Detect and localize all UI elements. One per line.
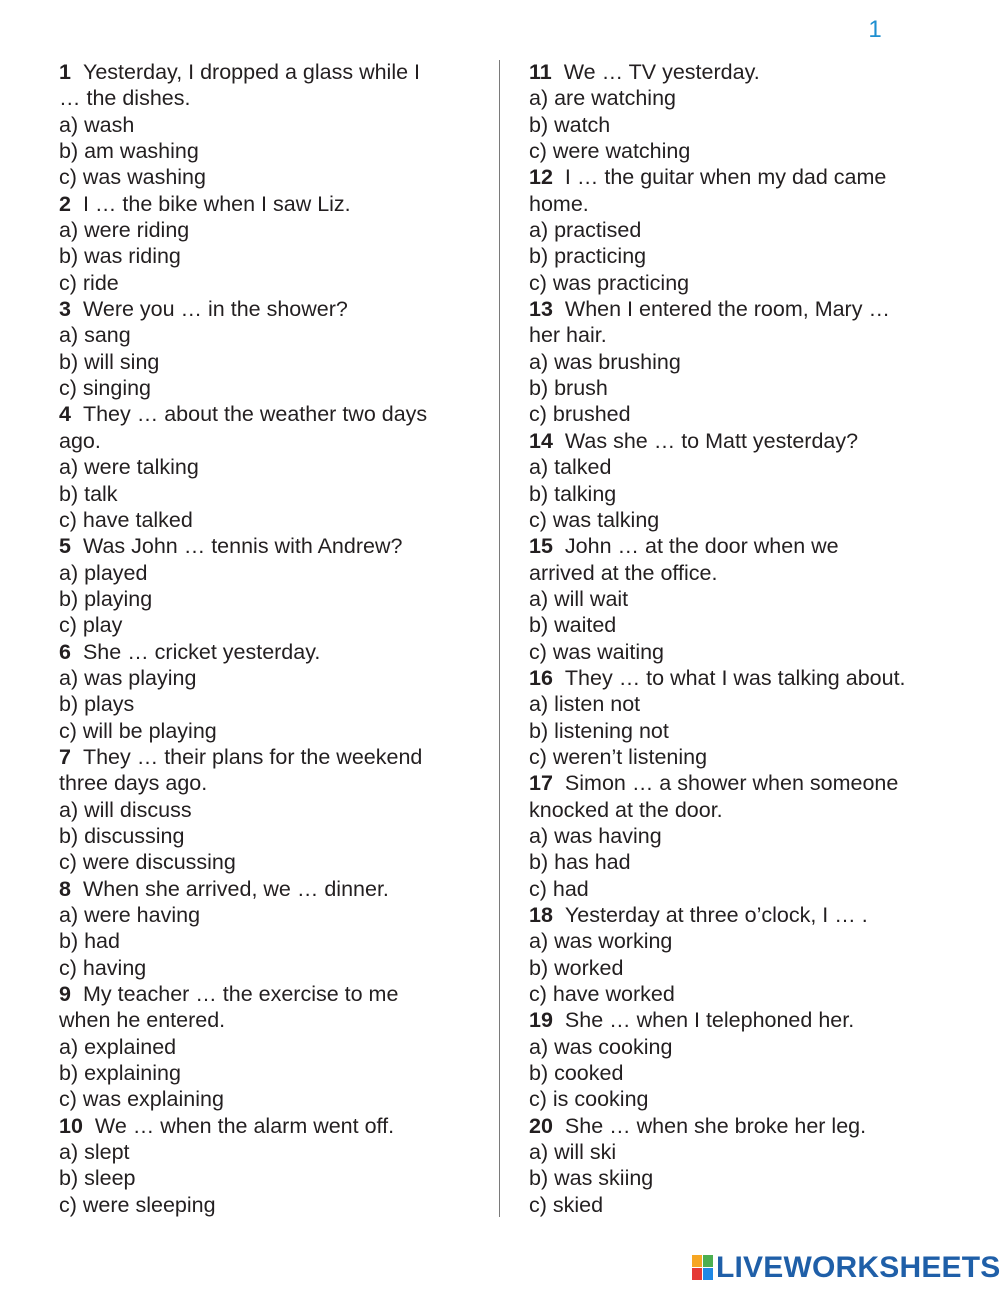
answer-option[interactable]: c) was washing [59,165,206,190]
question-stem-continuation [59,770,479,796]
answer-option[interactable]: c) was practicing [529,270,690,295]
answer-option[interactable]: c) weren’t listening [529,744,708,769]
question-stem [529,428,959,454]
question-text: three days ago. [59,771,208,796]
question-number: 13 [529,297,553,322]
question-7 [59,744,479,876]
answer-option[interactable]: c) have talked [59,507,193,532]
question-number: 2 [59,191,71,216]
answer-option[interactable]: a) was playing [59,665,197,690]
question-stem [59,876,479,902]
question-stem [529,59,959,85]
question-stem [59,296,479,322]
question-stem [529,902,959,928]
question-number: 7 [59,744,71,769]
question-text: We … when the alarm went off. [94,1113,395,1138]
question-stem [59,639,479,665]
answer-option[interactable]: b) will sing [59,349,160,374]
answer-option[interactable]: a) was working [529,929,673,954]
question-stem [59,981,479,1007]
question-6 [59,639,479,744]
answer-option[interactable]: a) listen not [529,692,641,717]
question-text: They … to what I was talking about. [564,665,906,690]
question-stem-continuation [59,428,479,454]
question-18 [529,902,959,1007]
question-number: 9 [59,982,71,1007]
answer-option[interactable]: b) explaining [59,1061,181,1086]
question-stem [59,533,479,559]
answer-option[interactable]: a) wash [59,112,135,137]
answer-option[interactable]: c) having [59,955,147,980]
question-text: John … at the door when we [564,534,839,559]
answer-option[interactable]: c) brushed [529,402,631,427]
question-stem [529,296,959,322]
answer-option[interactable]: c) was explaining [59,1087,224,1112]
question-stem-continuation [529,191,959,217]
answer-option[interactable]: b) playing [59,586,153,611]
answer-option[interactable]: a) will discuss [59,797,192,822]
question-stem [529,665,959,691]
right-column [529,59,959,1218]
question-3 [59,296,479,401]
question-stem [59,59,479,85]
question-number: 17 [529,771,553,796]
question-20 [529,1113,959,1218]
column-divider [499,60,500,1217]
answer-option[interactable]: a) were riding [59,218,190,243]
answer-option[interactable]: a) are watching [529,86,676,111]
question-number: 11 [529,60,552,84]
answer-option[interactable]: b) listening not [529,718,669,743]
answer-option[interactable]: b) had [59,929,120,954]
question-stem [529,1113,959,1139]
question-number: 1 [59,60,71,84]
question-number: 6 [59,639,71,664]
question-text: They … their plans for the weekend [82,744,423,769]
answer-option[interactable]: b) was riding [59,244,181,269]
question-text: I … the bike when I saw Liz. [82,191,351,216]
answer-option[interactable]: b) am washing [59,139,199,164]
answer-option[interactable]: b) talk [59,481,118,506]
answer-option[interactable]: c) have worked [529,982,675,1007]
question-stem [59,191,479,217]
question-8 [59,876,479,981]
liveworksheets-logo-icon [692,1255,714,1281]
answer-option[interactable]: a) was cooking [529,1034,673,1059]
answer-option[interactable]: b) discussing [59,823,185,848]
question-19 [529,1007,959,1112]
question-number: 4 [59,402,71,427]
answer-option[interactable]: a) sang [59,323,131,348]
answer-option[interactable]: a) was having [529,823,662,848]
question-stem [59,744,479,770]
answer-option[interactable]: b) brush [529,376,608,401]
question-17 [529,770,959,902]
question-stem-continuation [59,1007,479,1033]
question-9 [59,981,479,1113]
question-number: 18 [529,903,553,927]
question-11 [529,59,959,164]
question-4 [59,401,479,533]
answer-option[interactable]: c) play [59,613,123,638]
question-stem [529,164,959,190]
question-10 [59,1113,479,1218]
question-stem-continuation [529,797,959,823]
question-15 [529,533,959,665]
question-stem-continuation [529,560,959,586]
question-13 [529,296,959,428]
answer-option[interactable]: b) sleep [59,1166,136,1191]
question-text: arrived at the office. [529,560,718,585]
question-14 [529,428,959,533]
question-text: Yesterday, I dropped a glass while I [82,60,421,84]
question-2 [59,191,479,296]
question-text: When I entered the room, Mary … [564,297,890,322]
question-stem [529,770,959,796]
question-stem [59,401,479,427]
question-text: She … when she broke her leg. [564,1113,867,1138]
answer-option[interactable]: b) practicing [529,244,647,269]
question-5 [59,533,479,638]
left-column [59,59,479,1218]
answer-option[interactable]: c) was waiting [529,639,665,664]
question-stem-continuation [59,85,479,111]
question-text: Were you … in the shower? [82,297,348,322]
answer-option[interactable]: a) played [59,560,148,585]
question-stem [59,1113,479,1139]
question-number: 3 [59,297,71,322]
answer-option[interactable]: b) waited [529,613,617,638]
question-text: She … when I telephoned her. [564,1008,855,1033]
answer-option[interactable]: b) worked [529,955,624,980]
question-number: 14 [529,428,553,453]
question-text: Was John … tennis with Andrew? [82,534,403,559]
answer-option[interactable]: a) will wait [529,586,629,611]
answer-option[interactable]: c) had [529,876,589,901]
answer-option[interactable]: b) plays [59,692,135,717]
answer-option[interactable]: c) skied [529,1192,604,1217]
question-text: They … about the weather two days [82,402,428,427]
question-text: We … TV yesterday. [563,60,760,84]
answer-option[interactable]: c) ride [59,270,119,295]
answer-option[interactable]: b) watch [529,112,611,137]
question-number: 19 [529,1008,553,1033]
question-text: Simon … a shower when someone [564,771,899,796]
answer-option[interactable]: b) talking [529,481,617,506]
question-number: 16 [529,665,553,690]
question-number: 10 [59,1113,83,1138]
question-text: her hair. [529,323,607,348]
question-text: Was she … to Matt yesterday? [564,428,859,453]
answer-option[interactable]: b) cooked [529,1061,624,1086]
answer-option[interactable]: b) has had [529,850,631,875]
question-text: She … cricket yesterday. [82,639,321,664]
question-number: 5 [59,534,71,559]
question-text: I … the guitar when my dad came [564,165,887,190]
answer-option[interactable]: a) were talking [59,455,199,480]
answer-option[interactable]: a) will ski [529,1140,617,1165]
question-text: ago. [59,428,101,453]
answer-option[interactable]: c) is cooking [529,1087,649,1112]
question-stem [529,1007,959,1033]
answer-option[interactable]: a) was brushing [529,349,681,374]
answer-option[interactable]: c) were sleeping [59,1192,216,1217]
question-text: When she arrived, we … dinner. [82,876,389,901]
answer-option[interactable]: b) was skiing [529,1166,654,1191]
answer-option[interactable]: c) was talking [529,507,660,532]
question-stem [529,533,959,559]
answer-option[interactable]: a) practised [529,218,642,243]
question-number: 8 [59,876,71,901]
logo-text: LIVEWORKSHEETS [716,1251,1000,1284]
question-number: 15 [529,534,553,559]
question-text: knocked at the door. [529,797,723,822]
answer-option[interactable]: a) explained [59,1034,177,1059]
question-text: My teacher … the exercise to me [82,982,399,1007]
question-text: when he entered. [59,1008,226,1033]
answer-option[interactable]: c) singing [59,376,152,401]
question-text: Yesterday at three o’clock, I … . [564,903,868,927]
question-number: 12 [529,165,553,190]
page-number: 1 [868,16,882,43]
question-text: home. [529,191,589,216]
question-1 [59,59,479,191]
liveworksheets-logo [692,1251,1000,1285]
question-text: … the dishes. [59,86,191,111]
question-number: 20 [529,1113,553,1138]
question-stem-continuation [529,322,959,348]
answer-option[interactable]: c) were discussing [59,850,236,875]
answer-option[interactable]: c) were watching [529,139,691,164]
answer-option[interactable]: a) slept [59,1140,130,1165]
answer-option[interactable]: a) were having [59,903,201,927]
answer-option[interactable]: c) will be playing [59,718,217,743]
question-16 [529,665,959,770]
answer-option[interactable]: a) talked [529,455,612,480]
question-12 [529,164,959,296]
